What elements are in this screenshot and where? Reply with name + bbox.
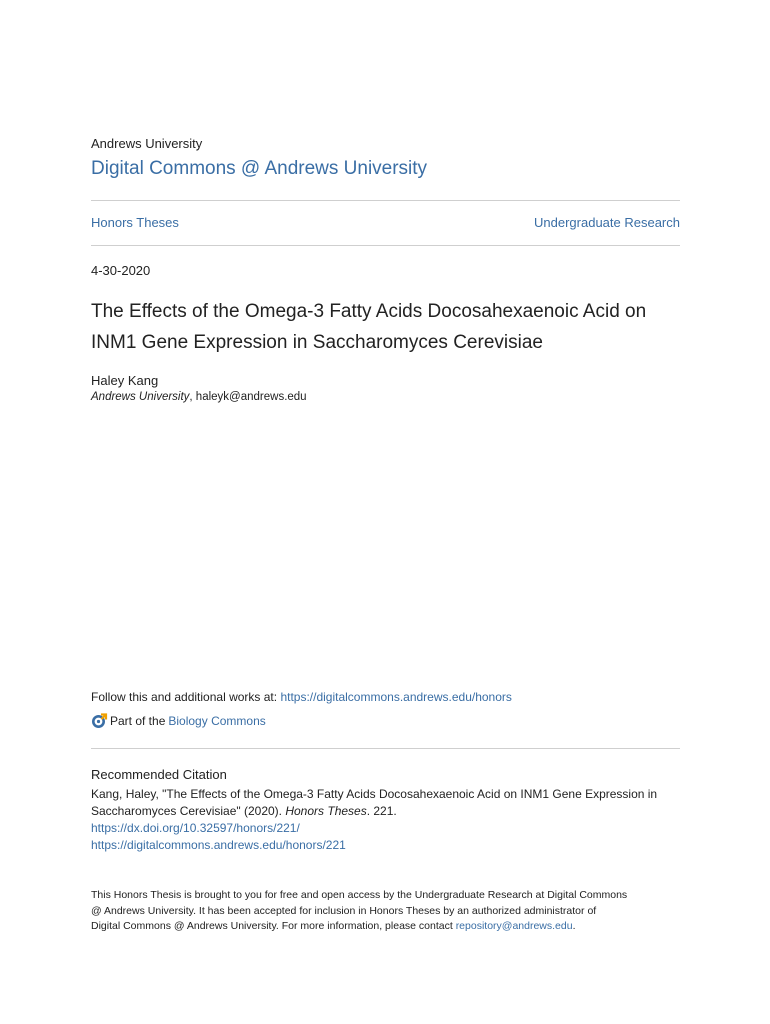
publication-date: 4-30-2020 [91,263,151,278]
follow-text: Follow this and additional works at: [91,690,281,704]
citation-heading: Recommended Citation [91,767,227,782]
part-of-line [91,712,266,729]
follow-line [91,690,512,704]
footer-notice [91,888,680,935]
citation-line-2 [91,803,680,820]
contact-email-link[interactable]: repository@andrews.edu [455,920,573,932]
repository-link[interactable]: Digital Commons @ Andrews University [91,158,428,179]
footer-line-3 [91,919,680,935]
undergraduate-research-link[interactable]: Undergraduate Research [534,215,680,230]
honors-collection-link[interactable]: https://digitalcommons.andrews.edu/honors [280,690,512,704]
footer-line-3-end: . [572,920,576,932]
institution-name: Andrews University [91,136,203,151]
honors-theses-link[interactable]: Honors Theses [91,215,179,230]
divider-top [91,200,680,201]
title-line-2: INM1 Gene Expression in Saccharomyces Cerevisiae [91,332,543,353]
open-access-icon [91,712,108,729]
citation-line-2-text: Saccharomyces Cerevisiae" (2020). [91,804,286,818]
author-email: , haleyk@andrews.edu [189,391,307,403]
author-name: Haley Kang [91,373,159,388]
footer-line-3-text: Digital Commons @ Andrews University. For more information, please contact [91,920,456,932]
divider-citation [91,748,680,749]
author-affiliation [91,391,307,403]
citation-number: . 221. [366,804,397,818]
thesis-title [91,296,691,358]
citation-series: Honors Theses [285,804,367,818]
title-line-1: The Effects of the Omega-3 Fatty Acids Docosahexaenoic Acid on [91,301,647,322]
thesis-url-link[interactable]: https://digitalcommons.andrews.edu/honors/221 [91,838,346,852]
footer-line-2: @ Andrews University. It has been accepted for inclusion in Honors Theses by an authorized administrator of [91,904,597,917]
biology-commons-link[interactable]: Biology Commons [168,713,266,728]
part-of-prefix: Part of the [110,713,166,728]
citation-line-1: Kang, Haley, "The Effects of the Omega-3 Fatty Acids Docosahexaenoic Acid on INM1 Gene Expression in [91,787,658,801]
affiliation-name: Andrews University [91,391,190,403]
footer-line-1: This Honors Thesis is brought to you for free and open access by the Undergraduate Research at Digital Commons [91,889,628,901]
divider-nav [91,245,680,246]
doi-link[interactable]: https://dx.doi.org/10.32597/honors/221/ [91,821,300,835]
citation-block [91,786,680,854]
